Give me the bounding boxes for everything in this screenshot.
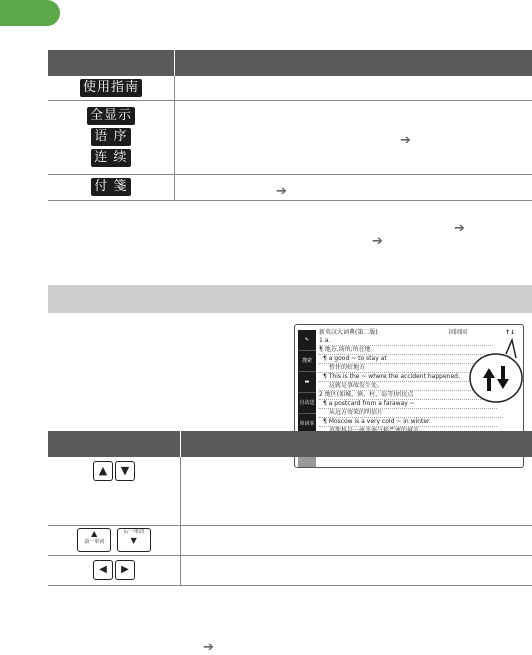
entry-line: 1 a. bbox=[319, 337, 493, 346]
auto-send-button: 自动送 bbox=[298, 393, 316, 414]
previous-word-key[interactable]: ▲ 前一单词 bbox=[77, 528, 111, 552]
table-header-key bbox=[48, 50, 175, 76]
usage-guide-key[interactable]: 使用指南 bbox=[80, 79, 142, 97]
table-header-description bbox=[175, 50, 532, 76]
callout-circle bbox=[470, 354, 522, 402]
row-description bbox=[181, 555, 532, 585]
table-row bbox=[48, 76, 532, 100]
table-header-key bbox=[48, 431, 181, 457]
scroll-indicator-icon: ↑↓ bbox=[505, 329, 516, 336]
sticky-note-key[interactable]: 付 箋 bbox=[91, 178, 130, 196]
chapter-tab-marker bbox=[0, 0, 60, 26]
table-row bbox=[48, 457, 532, 525]
entry-line: 暂住的好地方 bbox=[319, 364, 503, 373]
table-row bbox=[48, 525, 532, 555]
entry-line: ¶ 地方,场所;所在地 bbox=[319, 346, 493, 355]
function-key-table bbox=[48, 50, 532, 249]
continuous-key[interactable]: 连 续 bbox=[91, 149, 130, 167]
entry-line: ¶ a postcard from a faraway ~ bbox=[319, 400, 497, 409]
table-header-description bbox=[181, 431, 532, 457]
table-row bbox=[48, 174, 532, 200]
next-word-key[interactable]: 后一单词 ▼ bbox=[117, 528, 151, 552]
dictionary-title: 新英汉大词典(第二版) bbox=[319, 329, 378, 336]
section-header-bar bbox=[48, 285, 532, 313]
entry-line: ¶ a good ~ to stay at bbox=[319, 355, 497, 364]
search-sidebar-button: 搜索 bbox=[298, 351, 316, 372]
full-display-key[interactable]: 全显示 bbox=[87, 107, 135, 125]
keyboard-icon: ▬ bbox=[298, 372, 316, 393]
bottom-arrow-icon: ➔ bbox=[203, 640, 214, 655]
callout-tail bbox=[506, 340, 516, 358]
up-arrow-key[interactable]: ▲ bbox=[93, 461, 113, 481]
reference-arrow-icon: ➔ bbox=[372, 234, 383, 249]
right-arrow-key[interactable]: ▶ bbox=[115, 560, 135, 580]
entry-line: ¶ Moscow is a very cold ~ in winter. bbox=[319, 418, 497, 427]
note-arrow-icon: ➔ bbox=[454, 221, 465, 236]
table-row bbox=[48, 100, 532, 174]
row-description bbox=[181, 457, 532, 525]
entry-line: 这就是事故发生处。 bbox=[319, 382, 503, 391]
entry-line: 2 地区(如城、镇、村、岛等)居民点 bbox=[319, 391, 493, 400]
scroll-key-table bbox=[48, 431, 532, 586]
row-description bbox=[181, 525, 532, 555]
reference-arrow-icon: ➔ bbox=[276, 184, 287, 199]
mode-indicator: 固固固 bbox=[449, 329, 468, 336]
reference-arrow-icon: ➔ bbox=[400, 133, 411, 148]
table-row bbox=[48, 555, 532, 585]
entry-line: ¶ This is the ~ where the accident happened. bbox=[319, 373, 497, 382]
left-arrow-key[interactable]: ◀ bbox=[93, 560, 113, 580]
wordbook-button: 单词本 bbox=[298, 414, 316, 435]
down-arrow-key[interactable]: ▼ bbox=[115, 461, 135, 481]
entry-line: 从远方寄来的明信片 bbox=[319, 409, 503, 418]
zoom-callout-bubble bbox=[468, 336, 530, 408]
handwriting-icon: ✎ bbox=[298, 330, 316, 351]
word-order-key[interactable]: 语 序 bbox=[91, 128, 130, 146]
